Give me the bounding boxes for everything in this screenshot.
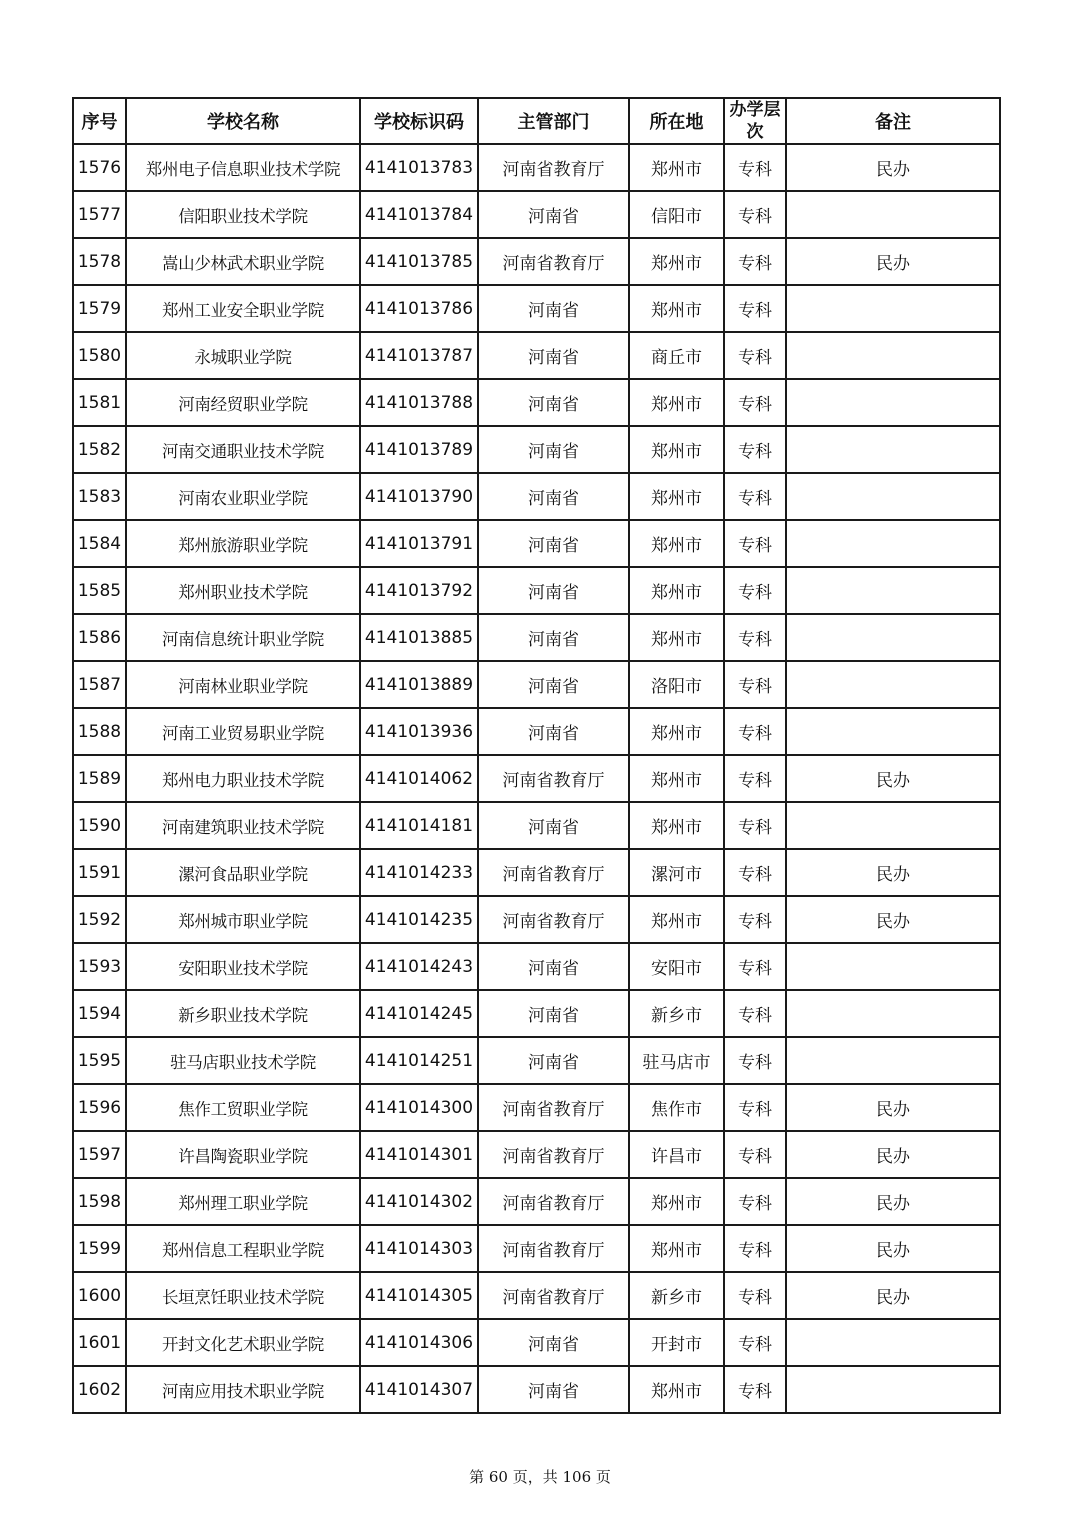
cell-school-name: 永城职业学院 bbox=[126, 332, 360, 379]
cell-remark: 民办 bbox=[786, 144, 1000, 191]
table-row bbox=[73, 144, 1000, 191]
cell-remark bbox=[786, 567, 1000, 614]
header-remark: 备注 bbox=[786, 98, 1000, 144]
cell-level: 专科 bbox=[724, 1319, 786, 1366]
cell-school-name: 河南交通职业技术学院 bbox=[126, 426, 360, 473]
cell-school-code: 4141014062 bbox=[360, 755, 478, 802]
cell-department: 河南省 bbox=[478, 708, 629, 755]
cell-school-code: 4141014245 bbox=[360, 990, 478, 1037]
cell-department: 河南省教育厅 bbox=[478, 1225, 629, 1272]
cell-school-name: 郑州职业技术学院 bbox=[126, 567, 360, 614]
header-department: 主管部门 bbox=[478, 98, 629, 144]
table-row bbox=[73, 896, 1000, 943]
cell-index: 1583 bbox=[73, 473, 126, 520]
cell-department: 河南省 bbox=[478, 191, 629, 238]
cell-location: 郑州市 bbox=[629, 802, 724, 849]
cell-school-name: 河南林业职业学院 bbox=[126, 661, 360, 708]
header-location: 所在地 bbox=[629, 98, 724, 144]
cell-index: 1602 bbox=[73, 1366, 126, 1413]
cell-department: 河南省教育厅 bbox=[478, 755, 629, 802]
cell-index: 1590 bbox=[73, 802, 126, 849]
table-row bbox=[73, 332, 1000, 379]
cell-index: 1581 bbox=[73, 379, 126, 426]
cell-school-code: 4141014302 bbox=[360, 1178, 478, 1225]
cell-location: 郑州市 bbox=[629, 755, 724, 802]
table-row bbox=[73, 1319, 1000, 1366]
cell-location: 新乡市 bbox=[629, 1272, 724, 1319]
cell-index: 1601 bbox=[73, 1319, 126, 1366]
cell-school-code: 4141014181 bbox=[360, 802, 478, 849]
table-row bbox=[73, 661, 1000, 708]
cell-location: 郑州市 bbox=[629, 1178, 724, 1225]
cell-school-name: 长垣烹饪职业技术学院 bbox=[126, 1272, 360, 1319]
cell-school-name: 嵩山少林武术职业学院 bbox=[126, 238, 360, 285]
cell-remark bbox=[786, 802, 1000, 849]
table-row bbox=[73, 614, 1000, 661]
cell-index: 1597 bbox=[73, 1131, 126, 1178]
cell-index: 1585 bbox=[73, 567, 126, 614]
cell-department: 河南省 bbox=[478, 1366, 629, 1413]
cell-department: 河南省 bbox=[478, 1037, 629, 1084]
cell-location: 郑州市 bbox=[629, 144, 724, 191]
cell-school-code: 4141014233 bbox=[360, 849, 478, 896]
cell-location: 商丘市 bbox=[629, 332, 724, 379]
cell-department: 河南省教育厅 bbox=[478, 1131, 629, 1178]
cell-level: 专科 bbox=[724, 755, 786, 802]
cell-level: 专科 bbox=[724, 238, 786, 285]
cell-school-name: 河南信息统计职业学院 bbox=[126, 614, 360, 661]
table-row bbox=[73, 708, 1000, 755]
cell-school-name: 河南工业贸易职业学院 bbox=[126, 708, 360, 755]
cell-remark bbox=[786, 1366, 1000, 1413]
cell-remark: 民办 bbox=[786, 1178, 1000, 1225]
table-row bbox=[73, 379, 1000, 426]
table-row bbox=[73, 1366, 1000, 1413]
cell-level: 专科 bbox=[724, 332, 786, 379]
cell-index: 1580 bbox=[73, 332, 126, 379]
cell-level: 专科 bbox=[724, 379, 786, 426]
cell-level: 专科 bbox=[724, 520, 786, 567]
cell-location: 郑州市 bbox=[629, 473, 724, 520]
cell-school-name: 河南应用技术职业学院 bbox=[126, 1366, 360, 1413]
cell-department: 河南省 bbox=[478, 990, 629, 1037]
cell-department: 河南省 bbox=[478, 943, 629, 990]
table-row bbox=[73, 473, 1000, 520]
cell-department: 河南省 bbox=[478, 426, 629, 473]
cell-school-code: 4141013783 bbox=[360, 144, 478, 191]
cell-index: 1582 bbox=[73, 426, 126, 473]
cell-level: 专科 bbox=[724, 144, 786, 191]
cell-location: 郑州市 bbox=[629, 708, 724, 755]
cell-remark bbox=[786, 332, 1000, 379]
table-body bbox=[73, 144, 1000, 1413]
cell-school-code: 4141013936 bbox=[360, 708, 478, 755]
table-row bbox=[73, 802, 1000, 849]
cell-level: 专科 bbox=[724, 1272, 786, 1319]
cell-school-name: 新乡职业技术学院 bbox=[126, 990, 360, 1037]
cell-remark: 民办 bbox=[786, 1084, 1000, 1131]
cell-index: 1577 bbox=[73, 191, 126, 238]
table-row bbox=[73, 567, 1000, 614]
table-row bbox=[73, 755, 1000, 802]
school-list-table bbox=[72, 97, 1001, 1414]
table-row bbox=[73, 1178, 1000, 1225]
cell-school-name: 许昌陶瓷职业学院 bbox=[126, 1131, 360, 1178]
cell-school-name: 安阳职业技术学院 bbox=[126, 943, 360, 990]
cell-location: 安阳市 bbox=[629, 943, 724, 990]
cell-school-name: 河南经贸职业学院 bbox=[126, 379, 360, 426]
cell-department: 河南省 bbox=[478, 520, 629, 567]
table-row bbox=[73, 191, 1000, 238]
cell-remark bbox=[786, 943, 1000, 990]
cell-level: 专科 bbox=[724, 567, 786, 614]
cell-school-code: 4141013788 bbox=[360, 379, 478, 426]
cell-remark bbox=[786, 191, 1000, 238]
table-row bbox=[73, 943, 1000, 990]
cell-remark bbox=[786, 285, 1000, 332]
cell-index: 1600 bbox=[73, 1272, 126, 1319]
cell-department: 河南省 bbox=[478, 1319, 629, 1366]
cell-index: 1592 bbox=[73, 896, 126, 943]
cell-location: 郑州市 bbox=[629, 426, 724, 473]
cell-remark: 民办 bbox=[786, 238, 1000, 285]
cell-school-code: 4141014303 bbox=[360, 1225, 478, 1272]
table-row bbox=[73, 990, 1000, 1037]
cell-school-code: 4141014243 bbox=[360, 943, 478, 990]
cell-level: 专科 bbox=[724, 426, 786, 473]
cell-index: 1595 bbox=[73, 1037, 126, 1084]
cell-index: 1588 bbox=[73, 708, 126, 755]
table-row bbox=[73, 520, 1000, 567]
cell-location: 郑州市 bbox=[629, 285, 724, 332]
cell-location: 郑州市 bbox=[629, 614, 724, 661]
cell-remark bbox=[786, 1319, 1000, 1366]
cell-remark: 民办 bbox=[786, 755, 1000, 802]
cell-location: 漯河市 bbox=[629, 849, 724, 896]
cell-index: 1594 bbox=[73, 990, 126, 1037]
cell-department: 河南省 bbox=[478, 285, 629, 332]
table-row bbox=[73, 426, 1000, 473]
cell-remark bbox=[786, 473, 1000, 520]
cell-school-name: 焦作工贸职业学院 bbox=[126, 1084, 360, 1131]
cell-school-name: 郑州城市职业学院 bbox=[126, 896, 360, 943]
cell-school-code: 4141013792 bbox=[360, 567, 478, 614]
cell-school-code: 4141013790 bbox=[360, 473, 478, 520]
cell-level: 专科 bbox=[724, 473, 786, 520]
cell-department: 河南省 bbox=[478, 661, 629, 708]
cell-school-name: 河南农业职业学院 bbox=[126, 473, 360, 520]
cell-school-code: 4141014307 bbox=[360, 1366, 478, 1413]
cell-department: 河南省教育厅 bbox=[478, 144, 629, 191]
cell-level: 专科 bbox=[724, 802, 786, 849]
table-row bbox=[73, 1037, 1000, 1084]
cell-department: 河南省 bbox=[478, 567, 629, 614]
table-row bbox=[73, 238, 1000, 285]
table-row bbox=[73, 1225, 1000, 1272]
cell-school-code: 4141013785 bbox=[360, 238, 478, 285]
cell-school-name: 驻马店职业技术学院 bbox=[126, 1037, 360, 1084]
cell-index: 1579 bbox=[73, 285, 126, 332]
cell-index: 1587 bbox=[73, 661, 126, 708]
cell-level: 专科 bbox=[724, 896, 786, 943]
cell-location: 信阳市 bbox=[629, 191, 724, 238]
table-row bbox=[73, 1084, 1000, 1131]
header-level: 办学层次 bbox=[724, 98, 786, 144]
cell-department: 河南省 bbox=[478, 802, 629, 849]
table-row bbox=[73, 849, 1000, 896]
cell-location: 开封市 bbox=[629, 1319, 724, 1366]
cell-remark bbox=[786, 379, 1000, 426]
cell-department: 河南省 bbox=[478, 614, 629, 661]
cell-location: 驻马店市 bbox=[629, 1037, 724, 1084]
table-row bbox=[73, 1131, 1000, 1178]
header-school-code: 学校标识码 bbox=[360, 98, 478, 144]
cell-location: 郑州市 bbox=[629, 238, 724, 285]
cell-level: 专科 bbox=[724, 614, 786, 661]
cell-level: 专科 bbox=[724, 1037, 786, 1084]
cell-school-name: 漯河食品职业学院 bbox=[126, 849, 360, 896]
cell-level: 专科 bbox=[724, 1131, 786, 1178]
cell-remark bbox=[786, 990, 1000, 1037]
cell-school-name: 郑州理工职业学院 bbox=[126, 1178, 360, 1225]
cell-location: 洛阳市 bbox=[629, 661, 724, 708]
cell-school-code: 4141013787 bbox=[360, 332, 478, 379]
cell-remark bbox=[786, 614, 1000, 661]
page-footer: 第 60 页，共 106 页 bbox=[469, 1468, 611, 1486]
cell-level: 专科 bbox=[724, 943, 786, 990]
cell-school-code: 4141014305 bbox=[360, 1272, 478, 1319]
cell-index: 1591 bbox=[73, 849, 126, 896]
cell-level: 专科 bbox=[724, 1178, 786, 1225]
table-row bbox=[73, 285, 1000, 332]
header-index: 序号 bbox=[73, 98, 126, 144]
cell-department: 河南省 bbox=[478, 332, 629, 379]
header-row bbox=[73, 98, 1000, 144]
header-school-name: 学校名称 bbox=[126, 98, 360, 144]
cell-location: 郑州市 bbox=[629, 1225, 724, 1272]
cell-location: 郑州市 bbox=[629, 896, 724, 943]
cell-school-code: 4141013791 bbox=[360, 520, 478, 567]
cell-school-name: 郑州旅游职业学院 bbox=[126, 520, 360, 567]
cell-level: 专科 bbox=[724, 1366, 786, 1413]
cell-school-code: 4141014300 bbox=[360, 1084, 478, 1131]
cell-department: 河南省教育厅 bbox=[478, 896, 629, 943]
cell-school-code: 4141013784 bbox=[360, 191, 478, 238]
cell-department: 河南省教育厅 bbox=[478, 1178, 629, 1225]
cell-location: 焦作市 bbox=[629, 1084, 724, 1131]
cell-remark: 民办 bbox=[786, 896, 1000, 943]
cell-level: 专科 bbox=[724, 285, 786, 332]
cell-school-name: 郑州信息工程职业学院 bbox=[126, 1225, 360, 1272]
cell-index: 1584 bbox=[73, 520, 126, 567]
cell-remark bbox=[786, 1037, 1000, 1084]
cell-remark: 民办 bbox=[786, 849, 1000, 896]
cell-location: 新乡市 bbox=[629, 990, 724, 1037]
cell-level: 专科 bbox=[724, 1225, 786, 1272]
cell-department: 河南省 bbox=[478, 379, 629, 426]
cell-school-name: 郑州电子信息职业技术学院 bbox=[126, 144, 360, 191]
cell-department: 河南省教育厅 bbox=[478, 849, 629, 896]
cell-level: 专科 bbox=[724, 661, 786, 708]
cell-department: 河南省 bbox=[478, 473, 629, 520]
cell-remark: 民办 bbox=[786, 1272, 1000, 1319]
cell-index: 1593 bbox=[73, 943, 126, 990]
cell-index: 1576 bbox=[73, 144, 126, 191]
table-row bbox=[73, 1272, 1000, 1319]
cell-school-code: 4141013885 bbox=[360, 614, 478, 661]
cell-level: 专科 bbox=[724, 708, 786, 755]
cell-school-name: 信阳职业技术学院 bbox=[126, 191, 360, 238]
cell-school-name: 郑州电力职业技术学院 bbox=[126, 755, 360, 802]
cell-index: 1589 bbox=[73, 755, 126, 802]
cell-department: 河南省教育厅 bbox=[478, 238, 629, 285]
cell-remark bbox=[786, 520, 1000, 567]
cell-index: 1578 bbox=[73, 238, 126, 285]
cell-index: 1586 bbox=[73, 614, 126, 661]
cell-department: 河南省教育厅 bbox=[478, 1084, 629, 1131]
cell-school-code: 4141014251 bbox=[360, 1037, 478, 1084]
cell-location: 郑州市 bbox=[629, 379, 724, 426]
cell-location: 郑州市 bbox=[629, 567, 724, 614]
cell-school-code: 4141013786 bbox=[360, 285, 478, 332]
cell-department: 河南省教育厅 bbox=[478, 1272, 629, 1319]
cell-school-code: 4141014301 bbox=[360, 1131, 478, 1178]
cell-location: 郑州市 bbox=[629, 520, 724, 567]
cell-school-name: 河南建筑职业技术学院 bbox=[126, 802, 360, 849]
cell-index: 1598 bbox=[73, 1178, 126, 1225]
cell-level: 专科 bbox=[724, 849, 786, 896]
cell-remark: 民办 bbox=[786, 1225, 1000, 1272]
cell-index: 1599 bbox=[73, 1225, 126, 1272]
cell-remark bbox=[786, 661, 1000, 708]
cell-level: 专科 bbox=[724, 1084, 786, 1131]
cell-school-code: 4141014235 bbox=[360, 896, 478, 943]
cell-school-code: 4141013789 bbox=[360, 426, 478, 473]
cell-level: 专科 bbox=[724, 990, 786, 1037]
cell-school-code: 4141014306 bbox=[360, 1319, 478, 1366]
cell-remark bbox=[786, 426, 1000, 473]
cell-school-code: 4141013889 bbox=[360, 661, 478, 708]
cell-school-name: 郑州工业安全职业学院 bbox=[126, 285, 360, 332]
cell-school-name: 开封文化艺术职业学院 bbox=[126, 1319, 360, 1366]
cell-remark: 民办 bbox=[786, 1131, 1000, 1178]
cell-remark bbox=[786, 708, 1000, 755]
cell-location: 郑州市 bbox=[629, 1366, 724, 1413]
cell-level: 专科 bbox=[724, 191, 786, 238]
cell-location: 许昌市 bbox=[629, 1131, 724, 1178]
cell-index: 1596 bbox=[73, 1084, 126, 1131]
